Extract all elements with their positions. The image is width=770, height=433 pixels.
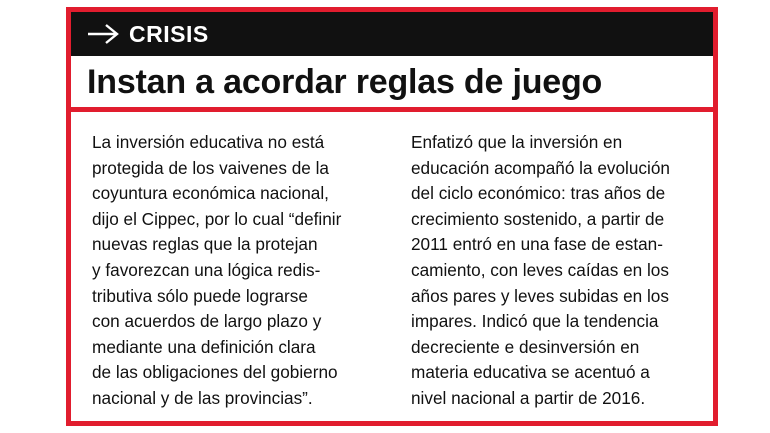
right-column [411, 130, 670, 412]
text-line: y favorezcan una lógica redis- [92, 259, 321, 280]
headline: Instan a acordar reglas de juego [87, 63, 603, 101]
text-line: impares. Indicó que la tendencia [411, 311, 659, 332]
news-header [71, 12, 713, 112]
article-body [71, 112, 713, 426]
text-line: de las obligaciones del gobierno [92, 362, 338, 383]
text-line: materia educativa se acentuó a [411, 362, 650, 383]
text-line: del ciclo económico: tras años de [411, 183, 666, 204]
text-line: tributiva sólo puede lograrse [92, 285, 308, 306]
text-line: camiento, con leves caídas en los [411, 259, 669, 280]
text-line: nivel nacional a partir de 2016. [411, 387, 646, 408]
text-line: crecimiento sostenido, a partir de [411, 208, 665, 229]
text-line: Enfatizó que la inversión en [411, 132, 623, 152]
text-line: nuevas reglas que la protejan [92, 234, 318, 255]
text-line: mediante una definición clara [92, 336, 316, 357]
text-line: años pares y leves subidas en los [411, 285, 669, 306]
text-line: educación acompañó la evolución [411, 157, 670, 178]
text-line: coyuntura económica nacional, [92, 183, 329, 204]
text-line: con acuerdos de largo plazo y [92, 311, 322, 332]
news-box [66, 7, 718, 426]
left-column [92, 130, 341, 412]
section-kicker [71, 12, 713, 56]
arrow-right-icon [77, 12, 129, 56]
text-line: dijo el Cippec, por lo cual “definir [92, 208, 342, 229]
text-line: protegida de los vaivenes de la [92, 157, 329, 178]
section-label: CRISIS [129, 20, 209, 47]
text-line: nacional y de las provincias”. [92, 387, 313, 408]
text-line: La inversión educativa no está [92, 132, 325, 152]
text-line: decreciente e desinversión en [411, 336, 640, 357]
text-line: 2011 entró en una fase de estan- [411, 234, 663, 255]
